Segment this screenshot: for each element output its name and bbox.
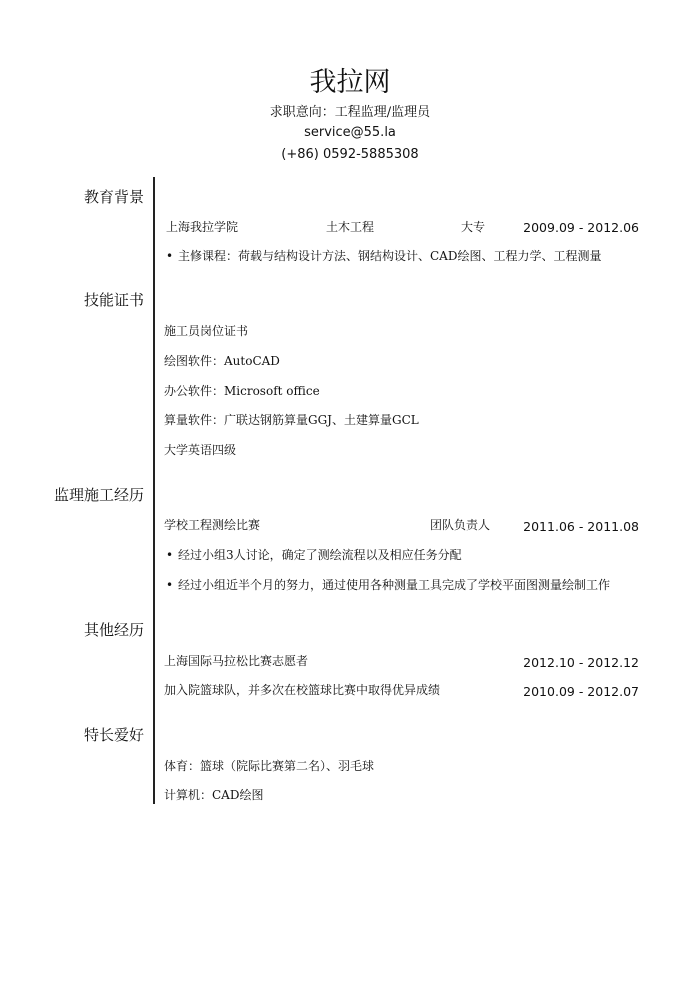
skill-item: 施工员岗位证书 bbox=[164, 324, 249, 338]
hobby-item: 计算机：CAD绘图 bbox=[164, 788, 264, 802]
section-title-education: 教育背景 bbox=[83, 188, 144, 206]
skill-item: 大学英语四级 bbox=[164, 443, 237, 457]
skill-item: 绘图软件：AutoCAD bbox=[164, 354, 280, 368]
section-title-skills: 技能证书 bbox=[83, 291, 144, 309]
other-item-text: 上海国际马拉松比赛志愿者 bbox=[164, 654, 309, 668]
vertical-divider bbox=[153, 177, 155, 804]
other-item-date: 2010.09 - 2012.07 bbox=[523, 684, 639, 699]
phone-number: (+86) 0592-5885308 bbox=[281, 147, 419, 162]
experience-date: 2011.06 - 2011.08 bbox=[523, 519, 639, 534]
job-objective: 求职意向：工程监理/监理员 bbox=[269, 105, 431, 120]
skill-item: 办公软件：Microsoft office bbox=[164, 384, 320, 398]
education-school: 上海我拉学院 bbox=[166, 220, 239, 234]
section-title-experience: 监理施工经历 bbox=[53, 486, 144, 504]
candidate-name: 我拉网 bbox=[309, 67, 391, 98]
education-courses: • 主修课程：荷载与结构设计方法、钢结构设计、CAD绘图、工程力学、工程测量 bbox=[178, 248, 601, 265]
skill-item: 算量软件：广联达钢筋算量GGJ、土建算量GCL bbox=[164, 413, 419, 427]
hobby-item: 体育：篮球（院际比赛第二名）、羽毛球 bbox=[164, 759, 375, 773]
experience-project: 学校工程测绘比赛 bbox=[164, 518, 261, 532]
experience-bullet: • 经过小组近半个月的努力，通过使用各种测量工具完成了学校平面图测量绘制工作 bbox=[178, 577, 610, 594]
email-address: service@55.la bbox=[304, 125, 396, 140]
education-date: 2009.09 - 2012.06 bbox=[523, 220, 639, 235]
other-item-date: 2012.10 - 2012.12 bbox=[523, 655, 639, 670]
education-major: 土木工程 bbox=[326, 220, 375, 234]
education-degree: 大专 bbox=[461, 220, 486, 234]
other-item-text: 加入院篮球队，并多次在校篮球比赛中取得优异成绩 bbox=[164, 683, 441, 697]
experience-bullet: • 经过小组3人讨论，确定了测绘流程以及相应任务分配 bbox=[178, 547, 462, 564]
section-title-other: 其他经历 bbox=[83, 621, 144, 639]
section-title-hobbies: 特长爱好 bbox=[83, 726, 144, 744]
experience-role: 团队负责人 bbox=[430, 518, 491, 532]
